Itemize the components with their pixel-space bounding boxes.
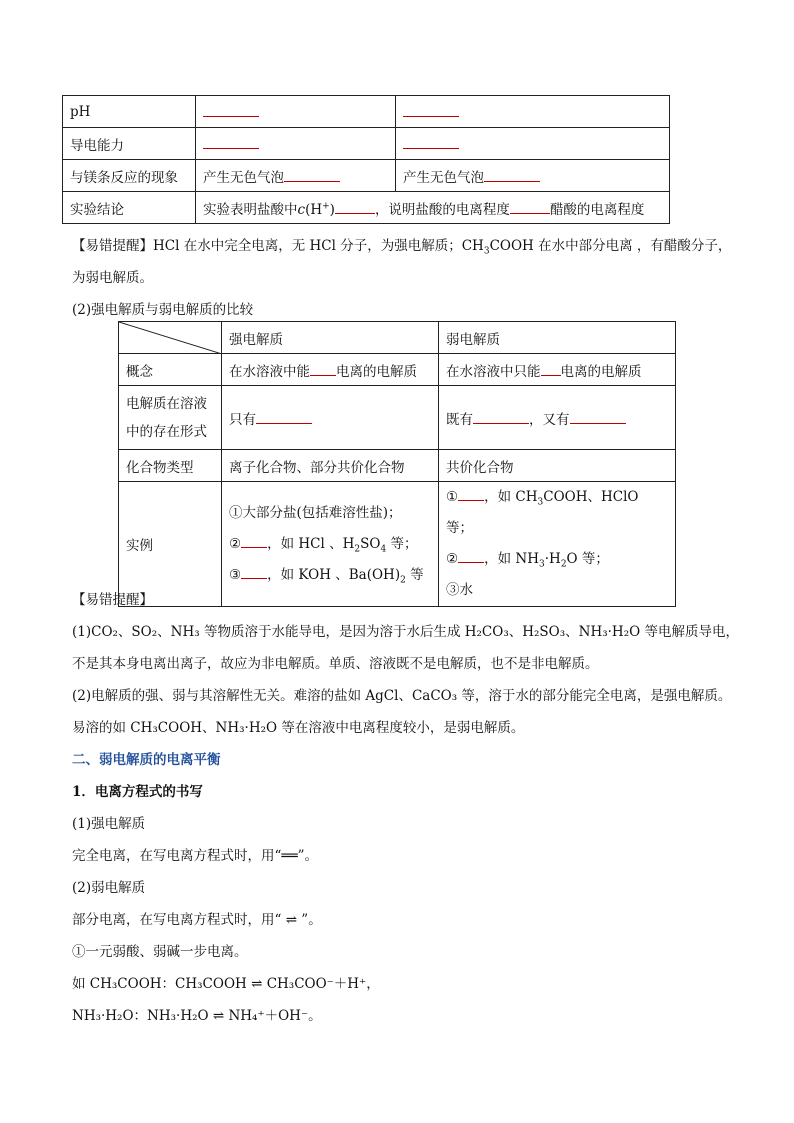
form-weak-b: ，又有 bbox=[529, 411, 570, 428]
diagonal-line bbox=[119, 322, 222, 354]
answer-blank bbox=[203, 134, 259, 149]
ex-s3-sub: 2 bbox=[400, 575, 406, 586]
tip1-text-b: COOH 在水中部分电离 ，有醋酸分子， bbox=[489, 238, 732, 254]
ex-s3-num: ③ bbox=[229, 566, 242, 583]
part2-title: 二、弱电解质的电离平衡 bbox=[72, 752, 221, 768]
type-label: 化合物类型 bbox=[119, 450, 222, 482]
answer-blank bbox=[203, 102, 259, 117]
tip2-p2-line1: (2)电解质的强、弱与其溶解性无关。难溶的盐如 AgCl、CaCO₃ 等，溶于水的部分能完全电离，是强电解质。 bbox=[72, 688, 732, 704]
diagonal-header-cell bbox=[119, 322, 222, 354]
section-title: (2)强电解质与弱电解质的比较 bbox=[72, 302, 254, 318]
conductivity-acetic-cell bbox=[396, 128, 670, 160]
equation-1: 如 CH₃COOH：CH₃COOH ⇌ CH₃COO⁻＋H⁺， bbox=[72, 976, 380, 992]
ex-w2-text: ，如 NH bbox=[484, 551, 539, 567]
example-weak-1 bbox=[446, 482, 668, 544]
example-label: 实例 bbox=[119, 482, 222, 607]
header-strong: 强电解质 bbox=[222, 322, 439, 354]
tip1-line2: 为弱电解质。 bbox=[72, 270, 153, 286]
row-label-mg-reaction: 与镁条反应的现象 bbox=[63, 160, 196, 192]
answer-blank bbox=[241, 533, 267, 548]
example-weak bbox=[439, 482, 676, 607]
form-weak-a: 既有 bbox=[446, 411, 473, 428]
ex-w2-text-c: ·H bbox=[544, 551, 561, 567]
ph-acetic-cell bbox=[396, 96, 670, 128]
answer-blank bbox=[403, 102, 459, 117]
row-label-conclusion: 实验结论 bbox=[63, 192, 196, 224]
concept-label: 概念 bbox=[119, 354, 222, 386]
conclusion-text-b: ，说明盐酸的电离程度 bbox=[374, 201, 510, 218]
tip2-p2-line2: 易溶的如 CH₃COOH、NH₃·H₂O 等在溶液中电离程度较小，是弱电解质。 bbox=[72, 720, 525, 736]
part2-subtitle: 1．电离方程式的书写 bbox=[72, 784, 203, 800]
ex-w2-sub2: 2 bbox=[560, 559, 567, 570]
conductivity-hcl-cell bbox=[196, 128, 396, 160]
ex-s2-text-c: SO bbox=[360, 535, 381, 552]
ex-w2-text-d: O 等； bbox=[566, 551, 609, 567]
type-weak: 共价化合物 bbox=[439, 450, 676, 482]
concept-weak bbox=[439, 354, 676, 386]
answer-blank bbox=[510, 199, 550, 214]
ex-w1-text: ，如 CH bbox=[484, 489, 538, 505]
conclusion-c: c bbox=[297, 201, 306, 218]
example-strong bbox=[222, 482, 439, 607]
form-strong bbox=[222, 386, 439, 450]
answer-blank bbox=[570, 409, 626, 424]
form-label-1: 电解质在溶液 bbox=[126, 395, 207, 412]
ex-s3-text: ，如 KOH 、Ba(OH) bbox=[267, 566, 401, 583]
weak-electrolyte-heading: (2)弱电解质 bbox=[72, 880, 146, 896]
form-label-2: 中的存在形式 bbox=[126, 423, 207, 440]
ex-w1-num: ① bbox=[446, 489, 459, 505]
mg-acetic-text: 产生无色气泡 bbox=[403, 169, 484, 186]
conclusion-text-d: 醋酸的电离程度 bbox=[549, 201, 645, 218]
concept-strong-b: 电离的电解质 bbox=[336, 363, 417, 380]
ex-s3-text-c: 等 bbox=[405, 566, 424, 583]
ex-s2-sub1: 2 bbox=[354, 544, 361, 555]
mg-hcl-cell bbox=[196, 160, 396, 192]
example-strong-1: ①大部分盐(包括难溶性盐)； bbox=[229, 504, 402, 521]
form-label bbox=[119, 386, 222, 450]
answer-blank bbox=[256, 409, 312, 424]
conclusion-plus: + bbox=[322, 201, 330, 211]
ex-s2-num: ② bbox=[229, 535, 242, 552]
tip1-text-a: 【易错提醒】HCl 在水中完全电离，无 HCl 分子，为强电解质；CH bbox=[72, 238, 484, 254]
answer-blank bbox=[284, 167, 340, 182]
answer-blank bbox=[241, 564, 267, 579]
mg-acetic-cell bbox=[396, 160, 670, 192]
header-weak: 弱电解质 bbox=[439, 322, 676, 354]
ex-w1-sub: 3 bbox=[537, 497, 544, 508]
conclusion-close: ) bbox=[329, 201, 335, 218]
answer-blank bbox=[458, 548, 484, 563]
ex-w1-text-c: COOH、HClO 等； bbox=[446, 489, 639, 536]
strong-electrolyte-heading: (1)强电解质 bbox=[72, 816, 146, 832]
row-label-ph: pH bbox=[63, 96, 196, 128]
answer-blank bbox=[484, 167, 540, 182]
ex-s2-sub2: 4 bbox=[380, 544, 387, 555]
concept-weak-b: 电离的电解质 bbox=[560, 363, 642, 380]
conclusion-cell bbox=[196, 192, 670, 224]
form-strong-text: 只有 bbox=[229, 411, 256, 428]
conclusion-text-a: 实验表明盐酸中 bbox=[203, 201, 298, 218]
form-weak bbox=[439, 386, 676, 450]
mg-hcl-text: 产生无色气泡 bbox=[203, 169, 284, 186]
type-strong: 离子化合物、部分共价化合物 bbox=[222, 450, 439, 482]
conclusion-h: (H bbox=[305, 201, 323, 218]
answer-blank bbox=[458, 486, 484, 501]
row-label-conductivity: 导电能力 bbox=[63, 128, 196, 160]
example-weak-2 bbox=[446, 544, 668, 575]
answer-blank bbox=[335, 199, 375, 214]
example-strong-2 bbox=[229, 529, 431, 560]
strong-electrolyte-text: 完全电离，在写电离方程式时，用“══”。 bbox=[72, 848, 319, 864]
weak-electrolyte-text: 部分电离，在写电离方程式时，用“ ⇌ ”。 bbox=[72, 912, 322, 928]
answer-blank bbox=[541, 361, 561, 376]
comparison-table-1 bbox=[62, 95, 670, 224]
rule-1: ①一元弱酸、弱碱一步电离。 bbox=[72, 944, 248, 960]
answer-blank bbox=[403, 134, 459, 149]
example-weak-3: ③水 bbox=[446, 582, 473, 598]
ex-s2-text: ，如 HCl 、H bbox=[267, 535, 355, 552]
ex-w2-num: ② bbox=[446, 551, 459, 567]
ex-w2-sub: 3 bbox=[539, 559, 545, 570]
ph-hcl-cell bbox=[196, 96, 396, 128]
example-strong-3 bbox=[229, 560, 431, 591]
concept-strong-a: 在水溶液中能 bbox=[229, 363, 310, 380]
tip1-line1 bbox=[72, 234, 732, 257]
answer-blank bbox=[310, 361, 336, 376]
concept-weak-a: 在水溶液中只能 bbox=[446, 363, 541, 380]
equation-2: NH₃·H₂O：NH₃·H₂O ⇌ NH₄⁺＋OH⁻。 bbox=[72, 1008, 322, 1024]
ex-s2-text-d: 等； bbox=[386, 535, 418, 552]
concept-strong bbox=[222, 354, 439, 386]
answer-blank bbox=[473, 409, 529, 424]
tip2-p1-line1: (1)CO₂、SO₂、NH₃ 等物质溶于水能导电，是因为溶于水后生成 H₂CO₃、H₂SO₃、NH₃·H₂O 等电解质导电， bbox=[72, 624, 739, 640]
tip2-heading: 【易错提醒】 bbox=[72, 592, 153, 608]
comparison-table-2 bbox=[118, 321, 676, 607]
tip2-p1-line2: 不是其本身电离出离子，故应为非电解质。单质、溶液既不是电解质，也不是非电解质。 bbox=[72, 656, 599, 672]
tip1-sub: 3 bbox=[483, 246, 490, 257]
